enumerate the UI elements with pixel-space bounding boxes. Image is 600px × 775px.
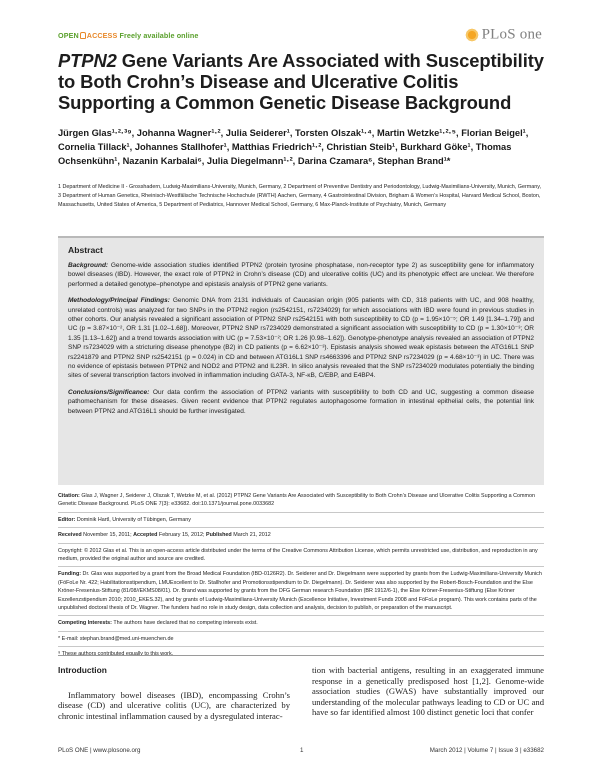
equal-contribution-row: ⁹ These authors contributed equally to this work.	[58, 651, 174, 658]
competing-row	[58, 616, 544, 631]
citation-row	[58, 489, 544, 513]
funding-text: Dr. Glas was supported by a grant from the Broad Medical Foundation (IBD-0126R2). Dr. Seiderer and Dr. Diegelmann were supported by grants from the Ludwig-Maximilians-University Munich (FöFoLe Nr. 422; Habilitationsstipendium, LMUExcellent to Dr. Stallhofer and Promotionsstipendium to Dr. Diegelmann). Dr. Seiderer was also supported by the Robert-Bosch-Foundation and the Else Kröner-Fresenius-Stiftung (81/08//EKMS08/01). Dr. Brand was supported by grants from the DFG German research Foundation (BR 1912/6-1), the Else Kröner-Fresenius-Stiftung (Else Kröner Exzellenzstipendium 2010; 2010_EKES.32), and by grants of Ludwig-Maximilians-University Munich (Excellence Initiative, Investment Funds 2008 and FöFoLe program). This work contains parts of the unpublished doctoral thesis of Dr. Wagner. The funders had no role in study design, data collection and analysis, decision to publish, or preparation of the manuscript.	[58, 571, 542, 612]
body-text-left: Inflammatory bowel diseases (IBD), encompassing Crohn’s disease (CD) and ulcerative colitis (UC), are characterized by chronic intestinal inflammation caused by a dysregulated interac-	[58, 689, 290, 721]
open-access-suffix: Freely available online	[119, 31, 199, 40]
editor-row	[58, 513, 544, 528]
citation-label: Citation:	[58, 493, 80, 499]
introduction-heading: Introduction	[58, 665, 107, 675]
title-gene: PTPN2	[58, 50, 117, 71]
title-rest: Gene Variants Are Associated with Susceptibility to Both Crohn’s Disease and Ulcerative Colitis Supporting a Common Genetic Disease Background	[58, 50, 544, 113]
footer-issue: March 2012 | Volume 7 | Issue 3 | e33682	[429, 747, 544, 754]
section-divider	[58, 655, 544, 656]
footer-journal: PLoS ONE | www.plosone.org	[58, 747, 141, 754]
accepted-date: February 15, 2012;	[157, 532, 206, 539]
body-text-right: tion with bacterial antigens, resulting in an exaggerated immune response in a genetically predisposed host [1,2]. Genome-wide association studies (GWAS) have substantially improved our understanding of the molecular pathways leading to CD or UC and have so far identified almost 100 distinct genetic loci that confer	[312, 665, 544, 718]
article-title	[58, 50, 558, 113]
abstract-methods	[68, 296, 534, 381]
open-access-label	[58, 31, 198, 40]
accepted-label: Accepted	[133, 532, 158, 539]
background-text: Genome-wide association studies identified PTPN2 (protein tyrosine phosphatase, non-receptor type 2) as susceptibility gene for inflammatory bowel diseases (IBD). However, the exact role of PTPN2 in Crohn’s disease (CD) and ulcerative colitis (UC) and its phenotypic effect are unclear. We therefore performed a detailed genotype–phenotype and epistasis analysis of PTPN2 gene variants.	[68, 262, 534, 288]
affiliations: 1 Department of Medicine II - Grosshadern, Ludwig-Maximilians-University, Munich, Germany, 2 Department of Preventive Dentistry and Periodontology, Ludwig-Maximilians-University, Munich, Germany, 3 Department of Human Genetics, Rheinisch-Westfälische Technische Hochschule (RWTH) Aachen, Germany, 4 Gastrointestinal Division, Brigham & Women’s Hospital, Harvard Medical School, Boston, Massachusetts, United States of America, 5 Department of Pediatrics, Hannover Medical School, Germany, 6 Max-Planck-Institute of Psychiatry, Munich, Germany	[58, 184, 542, 208]
funding-row	[58, 567, 544, 616]
published-label: Published	[205, 532, 232, 539]
open-access-prefix: OPEN	[58, 31, 79, 40]
abstract-box	[58, 236, 544, 485]
journal-logo-text: PLoS one	[481, 26, 542, 43]
abstract-background	[68, 261, 534, 289]
abstract-heading: Abstract	[68, 245, 103, 255]
footer-page-number: 1	[300, 747, 304, 754]
conclusions-text: Our data confirm the association of PTPN2 variants with susceptibility to both CD and UC, suggesting a common disease pathomechanism for these diseases. Given recent evidence that PTPN2 regulates autophagosome formation in intestinal epithelial cells, the potential link between PTPN2 and ATG16L1 should be further investigated.	[68, 388, 534, 415]
received-label: Received	[58, 532, 82, 539]
author-list: Jürgen Glas¹·²·³⁹, Johanna Wagner¹·², Julia Seiderer¹, Torsten Olszak¹·⁴, Martin Wetzke¹·²·⁵, Florian Beigel¹, Cornelia Tillack¹, Johannes Stallhofer¹, Matthias Friedrich¹·², Christian Steib¹, Burkhard Göke¹, Thomas Ochsenkühn¹, Nazanin Karbalai⁶, Julia Diegelmann¹·², Darina Czamara⁶, Stephan Brand¹*	[58, 128, 529, 167]
open-lock-icon	[80, 32, 86, 39]
editor-label: Editor:	[58, 516, 76, 523]
published-date: March 21, 2012	[231, 532, 271, 539]
editor-text: Dominik Hartl, University of Tübingen, Germany	[75, 516, 191, 523]
article-metadata	[58, 489, 544, 662]
competing-label: Competing Interests:	[58, 620, 112, 627]
page-header	[58, 28, 542, 50]
dates-row	[58, 528, 544, 543]
background-heading: Background:	[68, 262, 109, 269]
conclusions-heading: Conclusions/Significance:	[68, 388, 150, 396]
methods-heading: Methodology/Principal Findings:	[68, 297, 170, 305]
plos-sun-icon	[464, 27, 480, 43]
open-access-word: ACCESS	[86, 31, 118, 40]
abstract-conclusions	[68, 388, 534, 416]
journal-logo	[464, 26, 542, 48]
funding-label: Funding:	[58, 571, 82, 578]
body-column-right	[312, 665, 544, 718]
methods-text: Genomic DNA from 2131 individuals of Caucasian origin (905 patients with CD, 318 patients with UC, and 908 healthy, unrelated controls) was analyzed for two SNPs in the PTPN2 region (rs2542151, rs7234029) for which associations with IBD were found in previous studies in other cohorts. Our analysis revealed a significant association of PTPN2 SNP rs2542151 with both susceptibility to CD (p = 1.95×10⁻⁵; OR 1.49 [1.34–1.79]) and UC (p = 3.87×10⁻², OR 1.31 [1.02–1.68]). Moreover, PTPN2 SNP rs7234029 demonstrated a significant association with susceptibility to CD (p = 1.30×10⁻³; OR 1.35 [1.13–1.62]) and a trend towards association with UC (p = 7.53×10⁻²; OR 1.26 [0.98–1.62]). Genotype-phenotype analysis revealed an association of PTPN2 SNP rs7234029 with a stricturing disease phenotype (B2) in CD patients (p = 6.62×10⁻³). Epistasis analysis showed weak epistasis between the ATG16L1 SNP rs2241879 and PTPN2 SNP rs2542151 (p = 0.024) in CD and between ATG16L1 SNP rs4663396 and PTPN2 SNP rs7234029 (p = 4.68×10⁻³) in UC. There was no evidence of epistasis between PTPN2 and NOD2 and PTPN2 and IL23R. In silico analysis revealed that the SNP rs7234029 modulates potentially the binding sites of several transcription factors involved in inflammation including GATA-3, NF-κB, C/EBP, and E4BP4.	[68, 297, 534, 380]
citation-text: Glas J, Wagner J, Seiderer J, Olszak T, Wetzke M, et al. (2012) PTPN2 Gene Variants Are Associated with Susceptibility to Both Crohn’s Disease and Ulcerative Colitis Supporting a Common Genetic Disease Background. PLoS ONE 7(3): e33682. doi:10.1371/journal.pone.0033682	[58, 493, 535, 508]
body-column-left	[58, 665, 290, 721]
copyright-row: Copyright: © 2012 Glas et al. This is an open-access article distributed under the terms of the Creative Commons Attribution License, which permits unrestricted use, distribution, and reproduction in any medium, provided the original author and source are credited.	[58, 544, 544, 568]
competing-text: The authors have declared that no competing interests exist.	[111, 620, 258, 627]
received-date: November 15, 2011;	[81, 532, 134, 539]
email-row: * E-mail: stephan.brand@med.uni-muenchen.de	[58, 632, 544, 647]
